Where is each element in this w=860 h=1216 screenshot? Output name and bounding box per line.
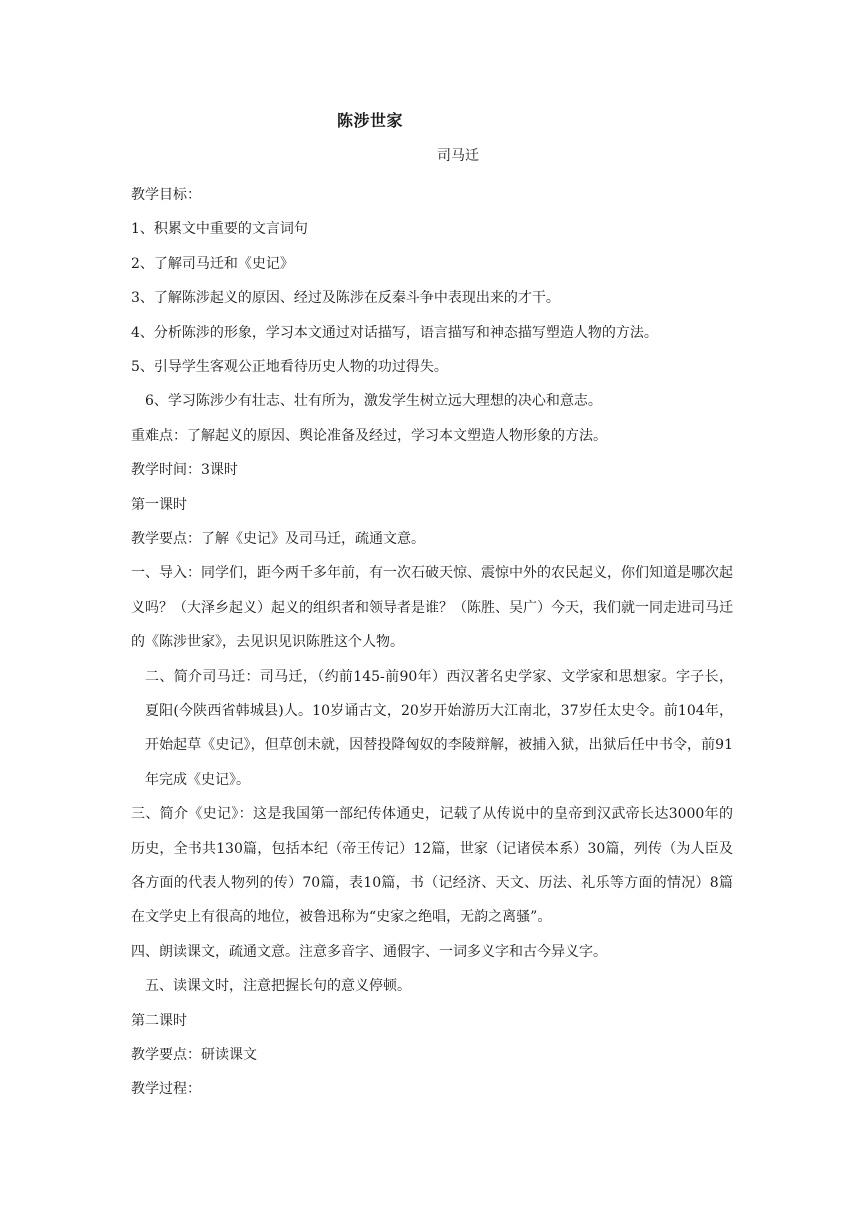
goal-item: 4、分析陈涉的形象，学习本文通过对话描写，语言描写和神态描写塑造人物的方法。 — [131, 324, 658, 341]
lesson1-shiji-intro: 三、简介《史记》：这是我国第一部纪传体通史，记载了从传说中的皇帝到汉武帝长达3000年的历史，全书共130篇，包括本纪（帝王传记）12篇，世家（记诸侯本系）30篇，列传（为人臣及各方面的代表人物列的传）70篇，表10篇，书（记经济、天文、历法、礼乐等方面的情况）8篇在文学史上有很高的地位，被鲁迅称为“史家之绝唱，无韵之离骚”。 — [131, 806, 733, 926]
goal-item: 2、了解司马迁和《史记》 — [131, 255, 294, 272]
goal-item: 3、了解陈涉起义的原因、经过及陈涉在反秦斗争中表现出来的才干。 — [131, 290, 560, 307]
teaching-time: 教学时间：3课时 — [131, 462, 238, 479]
lesson2-focus: 教学要点：研读课文 — [131, 1046, 257, 1063]
document-body — [131, 178, 733, 1107]
lesson1-pauses: 五、读课文时，注意把握长句的意义停顿。 — [145, 978, 411, 995]
lesson1-intro: 一、导入：同学们，距今两千多年前，有一次石破天惊、震惊中外的农民起义，你们知道是哪次起义吗？（大泽乡起义）起义的组织者和领导者是谁？（陈胜、吴广）今天，我们就一同走进司马迁的《陈涉世家》，去见识见识陈胜这个人物。 — [131, 565, 733, 651]
document-author: 司马迁 — [437, 148, 479, 164]
lesson1-focus: 教学要点：了解《史记》及司马迁，疏通文意。 — [131, 530, 425, 547]
goal-item: 6、学习陈涉少有壮志、壮有所为，激发学生树立远大理想的决心和意志。 — [145, 393, 602, 410]
goals-heading: 教学目标： — [131, 187, 201, 203]
lesson1-reading: 四、朗读课文，疏通文意。注意多音字、通假字、一词多义字和古今异义字。 — [131, 943, 607, 960]
lesson2-process: 教学过程： — [131, 1081, 201, 1098]
lesson1-heading: 第一课时 — [131, 496, 187, 513]
lesson2-heading: 第二课时 — [131, 1012, 187, 1029]
document-title: 陈涉世家 — [337, 111, 404, 130]
key-points: 重难点：了解起义的原因、舆论准备及经过，学习本文塑造人物形象的方法。 — [131, 427, 607, 444]
lesson1-author-intro: 二、简介司马迁：司马迁，（约前145-前90年）西汉著名史学家、文学家和思想家。字子长，夏阳(今陕西省韩城县)人。10岁诵古文，20岁开始游历大江南北，37岁任太史令。前104年，开始起草《史记》，但草创未就，因替投降匈奴的李陵辩解，被捕入狱，出狱后任中书令，前91年完成《史记》。 — [145, 668, 733, 788]
goal-item: 1、积累文中重要的文言词句 — [131, 221, 308, 238]
goal-item: 5、引导学生客观公正地看待历史人物的功过得失。 — [131, 358, 448, 375]
